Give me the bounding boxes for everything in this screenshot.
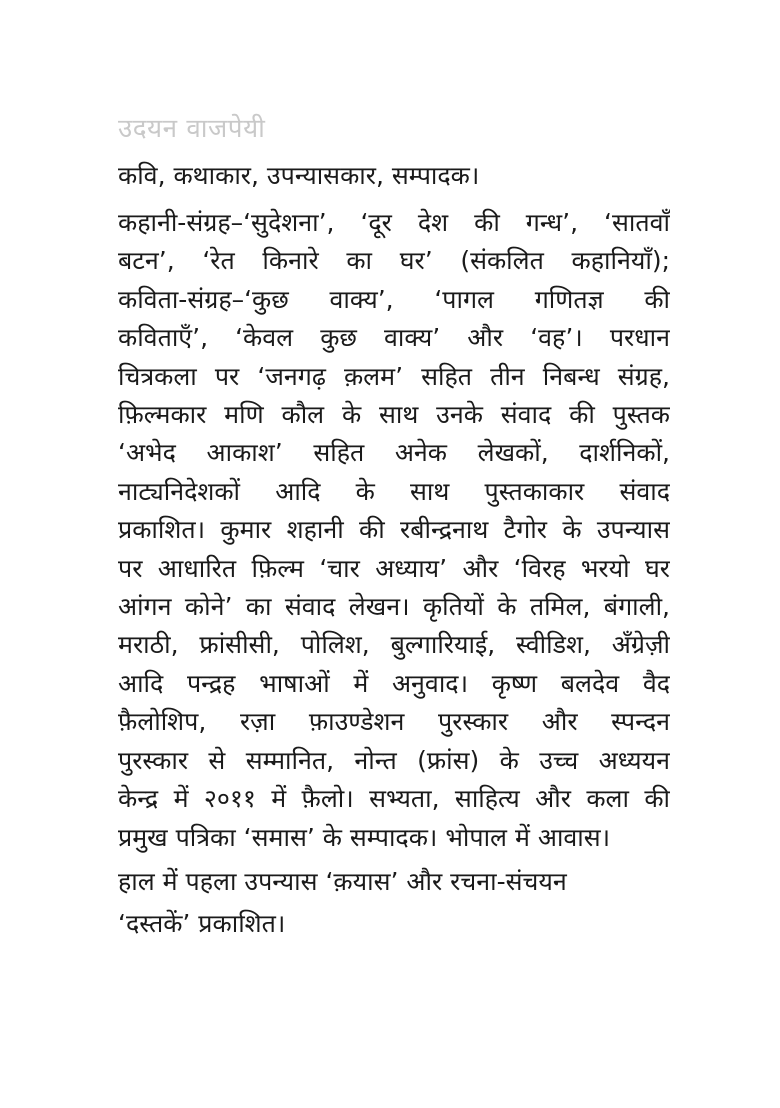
author-bio-paragraph [118, 204, 670, 857]
bio-line: कहानी-संग्रह–‘सुदेशना’, ‘दूर देश की गन्ध’, ‘सातवाँ [118, 208, 670, 237]
bio-line: आदि पन्द्रह भाषाओं में अनुवाद। कृष्ण बलदेव वैद [118, 668, 670, 698]
bio-line: चित्रकला पर ‘जनगढ़ क़लम’ सहित तीन निबन्ध संग्रह, [118, 361, 670, 391]
bio-line: प्रकाशित। कुमार शहानी की रबीन्द्रनाथ टैगोर के उपन्यास [118, 515, 670, 545]
bio-line: कविता-संग्रह–‘कुछ वाक्य’, ‘पागल गणितज्ञ की [118, 284, 670, 314]
bio-line: फ़ैलोशिप, रज़ा फ़ाउण्डेशन पुरस्कार और स्पन्दन [118, 707, 670, 737]
bio-line: कविताएँ’, ‘केवल कुछ वाक्य’ और ‘वह’। परधान [118, 323, 670, 353]
closing-line: ‘दस्तकें’ प्रकाशित। [118, 908, 286, 938]
bio-line: नाट्यनिदेशकों आदि के साथ पुस्तकाकार संवाद [118, 476, 670, 506]
bio-line: बटन’, ‘रेत किनारे का घर’ (संकलित कहानियाँ); [118, 246, 670, 276]
author-name: उदयन वाजपेयी [118, 114, 266, 144]
closing-paragraph [118, 861, 670, 945]
bio-line: पुरस्कार से सम्मानित, नोन्त (फ्रांस) के उच्च अध्ययन [118, 745, 670, 775]
bio-line: आंगन कोने’ का संवाद लेखन। कृतियों के तमिल, बंगाली, [118, 592, 670, 622]
bio-line: प्रमुख पत्रिका ‘समास’ के सम्पादक। भोपाल में आवास। [118, 822, 611, 852]
bio-line: मराठी, फ्रांसीसी, पोलिश, बुल्गारियाई, स्वीडिश, अँग्रेज़ी [118, 630, 670, 660]
bio-line: केन्द्र में २०११ में फ़ैलो। सभ्यता, साहित्य और कला की [118, 784, 670, 814]
author-tagline: कवि, कथाकार, उपन्यासकार, सम्पादक। [118, 161, 480, 190]
bio-line: ‘अभेद आकाश’ सहित अनेक लेखकों, दार्शनिकों, [118, 438, 670, 468]
closing-line: हाल में पहला उपन्यास ‘क़यास’ और रचना-संचयन [118, 866, 567, 896]
bio-line: पर आधारित फ़िल्म ‘चार अध्याय’ और ‘विरह भरयो घर [118, 553, 670, 583]
bio-line: फ़िल्मकार मणि कौल के साथ उनके संवाद की पुस्तक [118, 400, 670, 430]
book-page [118, 112, 670, 945]
